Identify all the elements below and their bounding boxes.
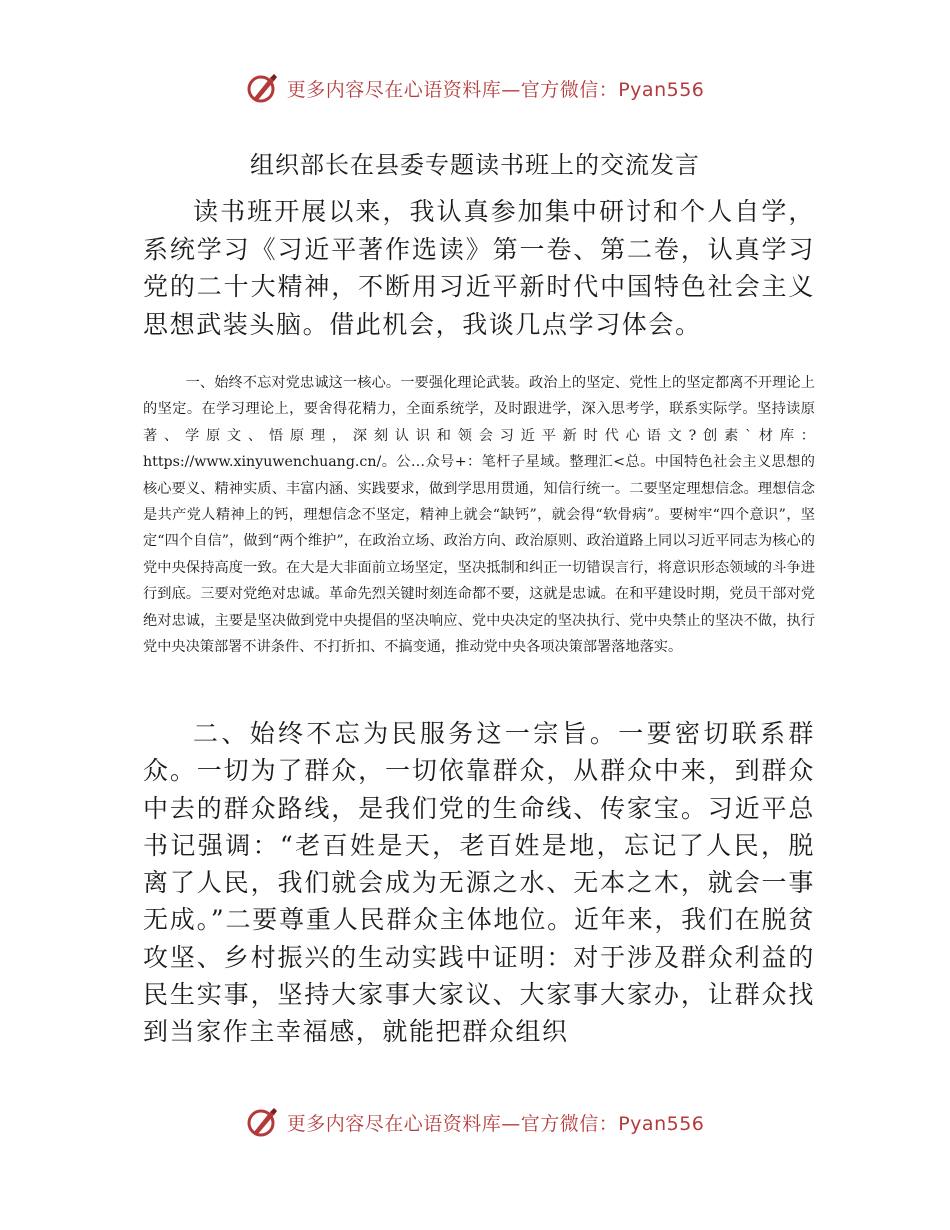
pen-logo-icon (246, 72, 278, 104)
paragraph-section-one: 一、始终不忘对党忠诚这一核心。一要强化理论武装。政治上的坚定、党性上的坚定都离不开理论上的坚定。在学习理论上，要舍得花精力，全面系统学，及时跟进学，深入思考学，联系实际学。坚持读原著、学原文、悟原理，深刻认识和领会习近平新时代心语文?创素`材库：https://www.xinyuwenchuang.cn/。公…众号+：笔杆子星域。整理汇<总。中国特色社会主义思想的核心要义、精神实质、丰富内涵、实践要求，做到学思用贯通，知信行统一。二要坚定理想信念。理想信念是共产党人精神上的钙，理想信念不坚定，精神上就会“缺钙”，就会得“软骨病”。要树牢“四个意识”，坚定“四个自信”，做到“两个维护”，在政治立场、政治方向、政治原则、政治道路上同以习近平同志为核心的党中央保持高度一致。在大是大非面前立场坚定，坚决抵制和纠正一切错误言行，将意识形态领域的斗争进行到底。三要对党绝对忠诚。革命先烈关键时刻连命都不要，这就是忠诚。在和平建设时期，党员干部对党绝对忠诚，主要是坚决做到党中央提倡的坚决响应、党中央决定的坚决执行、党中央禁止的坚决不做，执行党中央决策部署不讲条件、不打折扣、不搞变通，推动党中央各项决策部署落地落实。 (143, 375, 815, 656)
header-banner-text: 更多内容尽在心语资料库—官方微信：Pyan556 (286, 78, 705, 101)
footer-banner (0, 1106, 950, 1138)
paragraph-section-two: 二、始终不忘为民服务这一宗旨。一要密切联系群众。一切为了群众，一切依靠群众，从群众中来，到群众中去的群众路线，是我们党的生命线、传家宝。习近平总书记强调：“老百姓是天，老百姓是地，忘记了人民，脱离了人民，我们就会成为无源之水、无本之木，就会一事无成。”二要尊重人民群众主体地位。近年来，我们在脱贫攻坚、乡村振兴的生动实践中证明：对于涉及群众利益的民生实事，坚持大家事大家议、大家事大家办，让群众找到当家作主幸福感，就能把群众组织 (143, 719, 815, 1047)
header-banner (0, 72, 950, 104)
footer-banner-text: 更多内容尽在心语资料库—官方微信：Pyan556 (286, 1112, 705, 1135)
pen-logo-icon (246, 1106, 278, 1138)
paragraph-intro: 读书班开展以来，我认真参加集中研讨和个人自学，系统学习《习近平著作选读》第一卷、第二卷，认真学习党的二十大精神，不断用习近平新时代中国特色社会主义思想武装头脑。借此机会，我谈几点学习体会。 (143, 197, 815, 339)
document-title: 组织部长在县委专题读书班上的交流发言 (250, 151, 700, 179)
